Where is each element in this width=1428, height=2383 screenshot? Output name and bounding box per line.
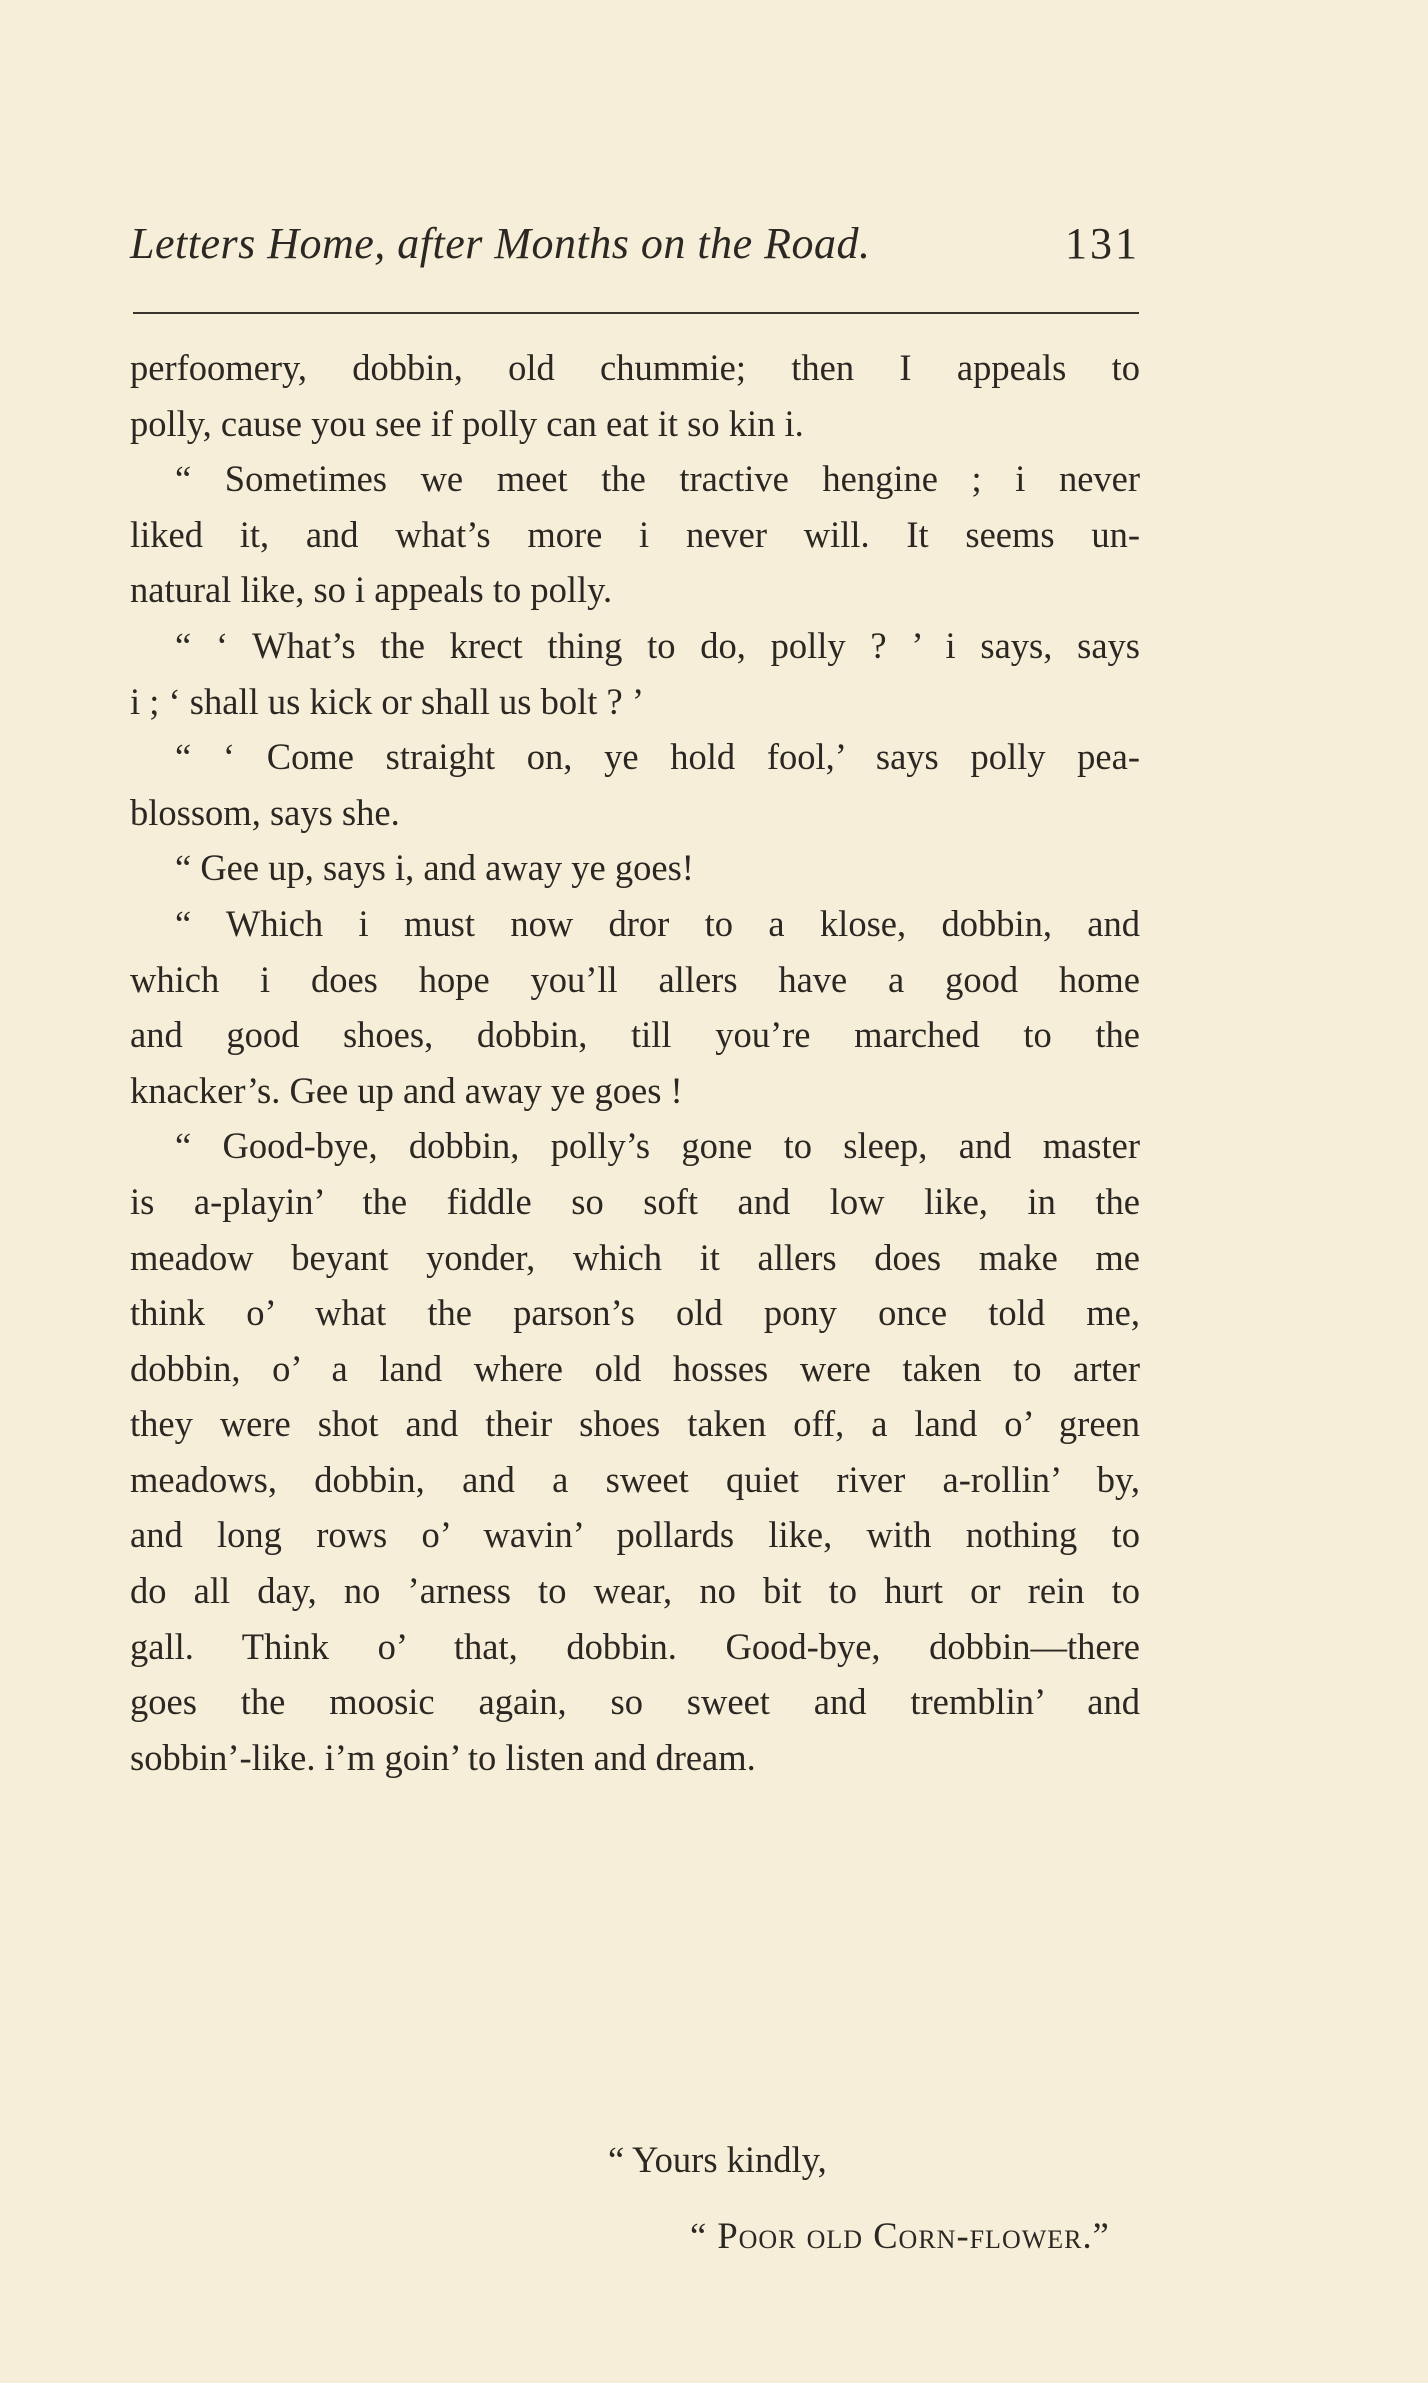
closing-salutation: “ Yours kindly, (608, 2139, 827, 2180)
text-line: is a-playin’ the fiddle so soft and low like, in the (130, 1180, 1140, 1222)
text-line: i ; ‘ shall us kick or shall us bolt ? ’ (130, 680, 644, 722)
text-line: “ Sometimes we meet the tractive hengine ; i never (175, 458, 1140, 500)
text-line: polly, cause you see if polly can eat it so kin i. (130, 402, 804, 444)
closing-signature: “ Poor old Corn-flower.” (690, 2215, 1110, 2256)
text-line: knacker’s. Gee up and away ye goes ! (130, 1069, 683, 1111)
text-line: blossom, says she. (130, 791, 400, 833)
text-line: “ Gee up, says i, and away ye goes! (175, 847, 694, 889)
text-line: meadows, dobbin, and a sweet quiet river a-rollin’ by, (130, 1458, 1140, 1500)
page-number: 131 (1065, 219, 1140, 268)
text-line: liked it, and what’s more i never will. It seems un- (130, 513, 1140, 555)
text-line: goes the moosic again, so sweet and tremblin’ and (130, 1681, 1140, 1723)
text-line: they were shot and their shoes taken off, a land o’ green (130, 1403, 1140, 1445)
body-text (130, 340, 1140, 2256)
text-line: perfoomery, dobbin, old chummie; then I appeals to (130, 347, 1140, 388)
header-rule (133, 312, 1139, 314)
text-line: which i does hope you’ll allers have a good home (130, 958, 1140, 1000)
text-line: do all day, no ’arness to wear, no bit to hurt or rein to (130, 1570, 1140, 1612)
text-line: “ Good-bye, dobbin, polly’s gone to sleep, and master (175, 1125, 1140, 1167)
text-line: and long rows o’ wavin’ pollards like, with nothing to (130, 1514, 1140, 1556)
text-line: natural like, so i appeals to polly. (130, 569, 613, 611)
text-line: meadow beyant yonder, which it allers does make me (130, 1236, 1140, 1278)
text-line: and good shoes, dobbin, till you’re marched to the (130, 1014, 1140, 1056)
running-title: Letters Home, after Months on the Road. (130, 219, 871, 268)
text-line: think o’ what the parson’s old pony once told me, (130, 1292, 1140, 1334)
text-line: “ ‘ What’s the krect thing to do, polly ? ’ i says, says (175, 624, 1140, 666)
page-header (130, 218, 1140, 288)
text-line: “ Which i must now dror to a klose, dobbin, and (175, 902, 1140, 944)
text-line: gall. Think o’ that, dobbin. Good-bye, dobbin—there (130, 1625, 1140, 1667)
text-line: sobbin’-like. i’m goin’ to listen and dream. (130, 1736, 756, 1778)
text-line: dobbin, o’ a land where old hosses were taken to arter (130, 1347, 1140, 1389)
text-line: “ ‘ Come straight on, ye hold fool,’ says polly pea- (175, 736, 1140, 778)
